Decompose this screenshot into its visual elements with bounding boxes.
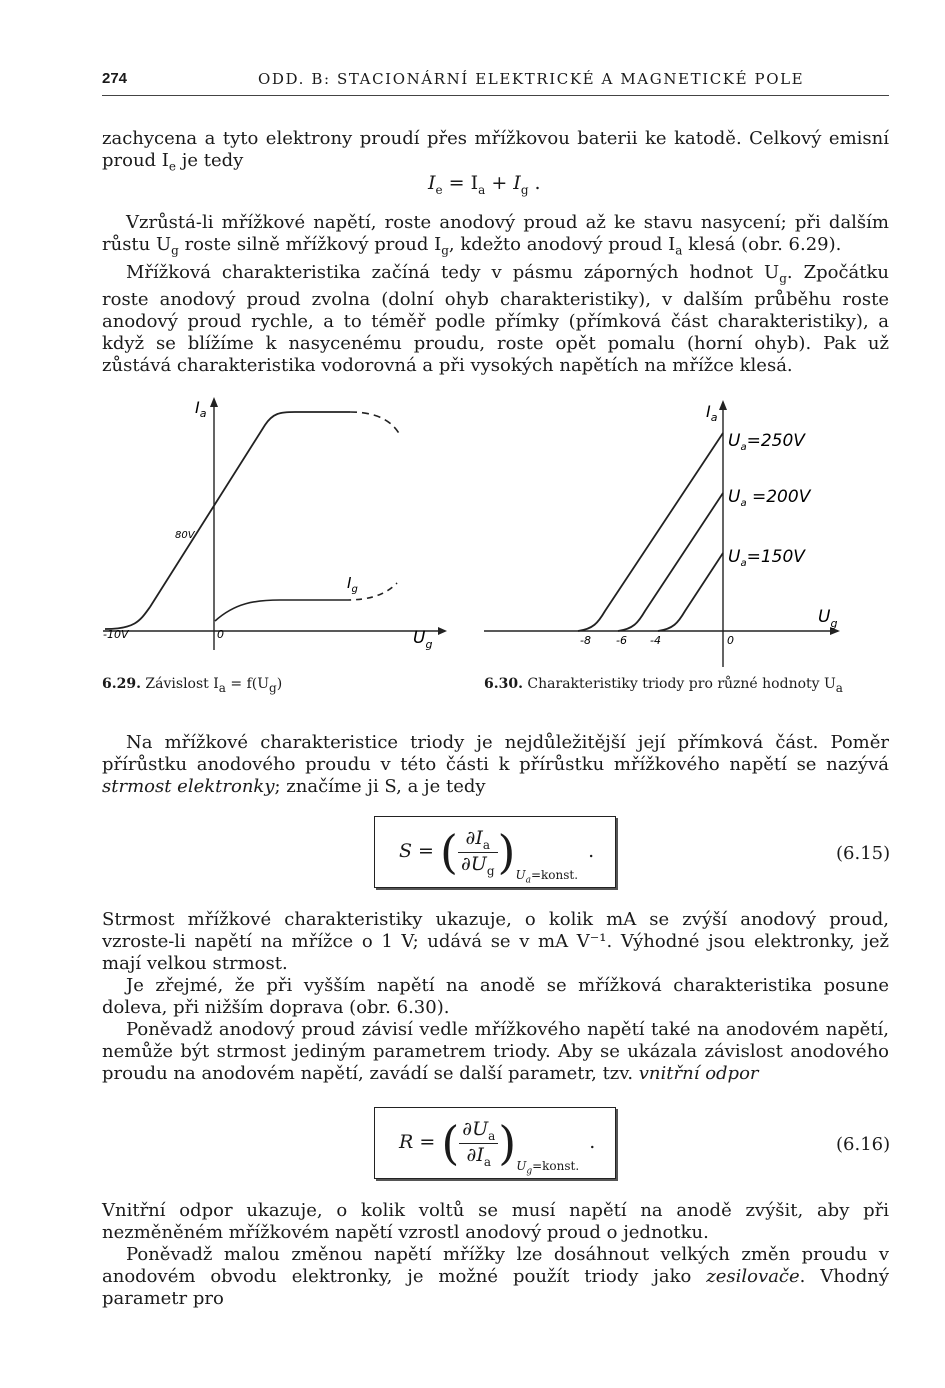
paragraph-8: Vnitřní odpor ukazuje, o kolik voltů se musí napětí na anodě zvýšit, aby při nezměněném mřížkovém napětí vzrostl anodový proud o jednotku. Poněvadž malou změnou napětí mřížky lze dosáhnout velkých změn proudu v anodovém obvodu elektronky, je možné použít triody jako zesilovače. Vhodný parametr pro [102,1200,890,1309]
equation-total-current: $I_e = I_a + I_g$ . [428,172,541,197]
fig1-anode-curve-dashed [350,412,400,435]
paragraph-4: Na mřížkové charakteristice triody je nejdůležitější její přímková část. Poměr přírůstku anodového proudu v této části k přírůstku mřížkového napětí se nazývá strmost elektronky; značíme ji S, a je tedy [102,732,889,797]
fig2-label-200v: $U_a =200V$ [728,487,811,509]
fig1-label-10v: -10V [103,628,129,641]
fig1-y-label: $I_a$ [195,398,207,420]
fig2-tick--6: -6 [616,634,627,647]
fig1-grid-curve [215,600,345,621]
page-number: 274 [102,70,128,87]
fig2-tick-0: 0 [727,634,734,647]
fig1-label-80v: 80V [175,530,195,541]
paragraph-5: Strmost mřížkové charakteristiky ukazuje, o kolik mA se zvýší anodový proud, vzroste-li napětí na mřížce o 1 V; udává se v mA V⁻¹. Výhodné jsou elektronky, jež mají velkou strmost. Je zřejmé, že při vyšším napětí na anodě se mřížková charakteristika posune doleva, při nižším doprava (obr. 6.30). Poněvadž anodový proud závisí vedle mřížkového napětí také na anodovém napětí, nemůže být strmost jediným parametrem triody. Aby se ukázala závislost anodového proudu na anodovém napětí, zavádí se další parametr, tzv. vnitřní odpor [102,909,889,1084]
fig1-grid-label: $I_g$ [347,574,358,595]
equation-number-6-16: (6.16) [836,1134,891,1155]
figure-6-30 [478,395,878,675]
equation-number-6-15: (6.15) [836,843,891,864]
fig1-anode-curve [105,412,350,629]
fig2-label-250v: $U_a=250V$ [728,431,805,453]
fig2-y-arrow [719,400,727,410]
figure-6-29 [95,395,465,660]
paragraph-2: Vzrůstá-li mřížkové napětí, roste anodový proud až ke stavu nasycení; při dalším růstu $U_g$ roste silně mřížkový proud $I_g$, kdežto anodový proud $I_a$ klesá (obr. 6.29). Mřížková charakteristika začíná tedy v pásmu záporných hodnot $U_g$. Zpočátku roste anodový proud zvolna (dolní ohyb charakteristiky), v dalším průběhu roste anodový proud rychle, a to téměř podle přímky (přímková část charakteristiky), a když se blížíme k nasycenému proudu, roste opět pomalu (horní ohyb). Pak už zůstává charakteristika vodorovná a při vysokých napětích na mřížce klesá. [102,212,889,377]
equation-6-15-box: S = ( $\frac{\partial I_a}{\partial U_g}$ )$_{U_a=konst.}$ . [374,816,616,888]
fig1-label-0: 0 [217,628,224,641]
fig1-x-arrow [438,627,447,635]
fig1-y-arrow [210,397,218,407]
fig2-x-label: $U_g$ [818,607,838,630]
caption-6-30: 6.30. Charakteristiky triody pro různé hodnoty $U_a$ [484,676,843,695]
fig2-y-label: $I_a$ [706,402,718,424]
fig1-x-label: $U_g$ [413,628,433,651]
running-head: ODD. B: STACIONÁRNÍ ELEKTRICKÉ A MAGNETICKÉ POLE [258,70,805,88]
paragraph-1: zachycena a tyto elektrony proudí přes mřížkovou baterii ke katodě. Celkový emisní proud $I_e$ je tedy [102,128,889,174]
fig2-label-150v: $U_a=150V$ [728,547,805,569]
fig2-curve-150v [658,553,723,631]
equation-6-16-box: R = ( $\frac{\partial U_a}{\partial I_a}$ )$_{U_g=konst.}$ . [374,1107,616,1179]
fig2-tick--8: -8 [580,634,591,647]
fig2-tick--4: -4 [650,634,661,647]
header-rule [102,95,889,96]
caption-6-29: 6.29. Závislost $I_a = f(U_g)$ [102,676,283,695]
